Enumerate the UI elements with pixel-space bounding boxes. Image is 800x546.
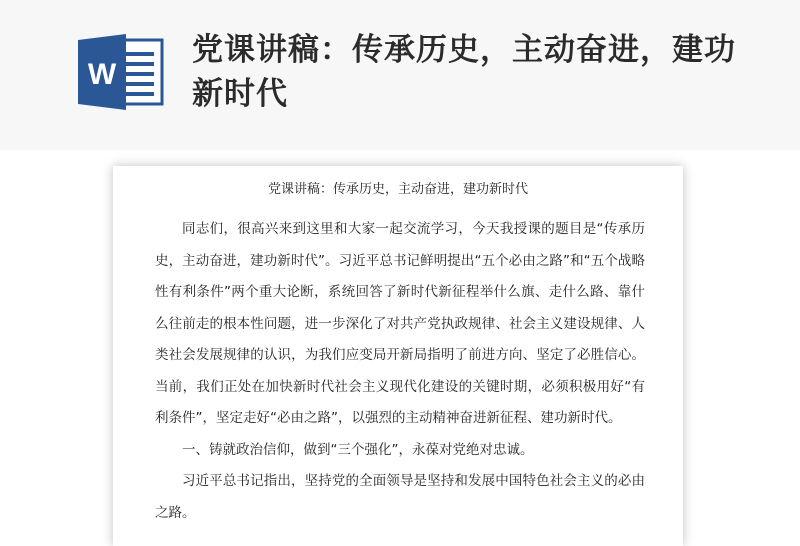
- section-heading: 一、铸就政治信仰，做到“三个强化”，永葆对党绝对忠诚。: [182, 441, 534, 458]
- header-banner: [0, 0, 800, 150]
- word-document-icon: [76, 32, 166, 112]
- document-page: [113, 166, 683, 546]
- paragraph: 习近平总书记指出，坚持党的全面领导是坚持和发展中国特色社会主义的必由之路。: [155, 473, 645, 521]
- document-body: [155, 214, 645, 529]
- document-title: 党课讲稿：传承历史，主动奋进，建功新时代: [267, 182, 528, 197]
- paragraph: 同志们，很高兴来到这里和大家一起交流学习，今天我授课的题目是“传承历史，主动奋进，建功新时代”。习近平总书记鲜明提出“五个必由之路”和“五个战略性有利条件”两个重大论断，系统回答了新时代新征程举什么旗、走什么路、靠什么往前走的根本性问题，进一步深化了对共产党执政规律、社会主义建设规律、人类社会发展规律的认识，为我们应变局开新局指明了前进方向、坚定了必胜信心。当前，我们正处在加快新时代社会主义现代化建设的关键时期，必须积极用好“有利条件”，坚定走好“必由之路”，以强烈的主动精神奋进新征程、建功新时代。: [155, 221, 645, 426]
- word-icon-letter: W: [87, 58, 117, 91]
- page-title: 党课讲稿：传承历史，主动奋进，建功新时代: [192, 32, 736, 112]
